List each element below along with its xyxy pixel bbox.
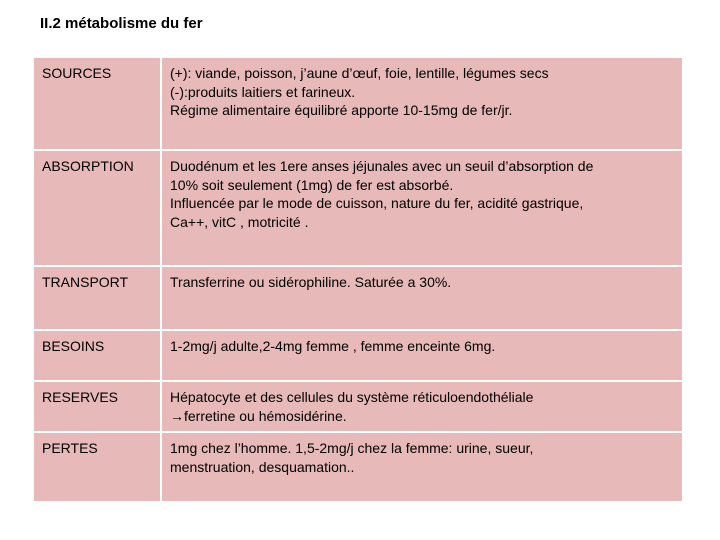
table-row-reserves	[34, 382, 682, 433]
page-title: II.2 métabolisme du fer	[40, 15, 203, 32]
content-line: Duodénum et les 1ere anses jéjunales avec un seuil d’absorption de	[170, 158, 594, 174]
row-content-pertes	[162, 433, 682, 503]
row-label-besoins: BESOINS	[34, 331, 162, 382]
iron-metabolism-table	[34, 58, 682, 503]
content-line: (+): viande, poisson, j’aune d’œuf, foie, lentille, légumes secs	[170, 65, 549, 81]
content-line: Ca++, vitC , motricité .	[170, 213, 309, 230]
row-label-reserves: RESERVES	[34, 382, 162, 433]
row-content-sources	[162, 58, 682, 151]
row-label-pertes: PERTES	[34, 433, 162, 503]
content-line: Hépatocyte et des cellules du système réticuloendothéliale	[170, 389, 534, 405]
content-line: menstruation, desquamation..	[170, 458, 355, 475]
row-content-besoins	[162, 331, 682, 382]
row-label-transport: TRANSPORT	[34, 267, 162, 331]
row-label-sources: SOURCES	[34, 58, 162, 151]
content-line: 1mg chez l’homme. 1,5-2mg/j chez la femme: urine, sueur,	[170, 440, 534, 456]
table-row-besoins	[34, 331, 682, 382]
content-line: 10% soit seulement (1mg) de fer est absorbé.	[170, 176, 454, 193]
row-content-transport	[162, 267, 682, 331]
content-line: Transferrine ou sidérophiline. Saturée a 30%.	[170, 274, 452, 290]
content-line: →ferretine ou hémosidérine.	[170, 407, 347, 424]
content-line: (-):produits laitiers et farineux.	[170, 83, 356, 100]
content-line: Régime alimentaire équilibré apporte 10-15mg de fer/jr.	[170, 102, 513, 118]
table-row-transport	[34, 267, 682, 331]
content-line: 1-2mg/j adulte,2-4mg femme , femme enceinte 6mg.	[170, 338, 496, 354]
row-label-absorption: ABSORPTION	[34, 151, 162, 267]
table-row-pertes	[34, 433, 682, 503]
row-content-reserves	[162, 382, 682, 433]
content-line: Influencée par le mode de cuisson, nature du fer, acidité gastrique,	[170, 195, 584, 211]
row-content-absorption	[162, 151, 682, 267]
table-row-absorption	[34, 151, 682, 267]
table-row-sources	[34, 58, 682, 151]
